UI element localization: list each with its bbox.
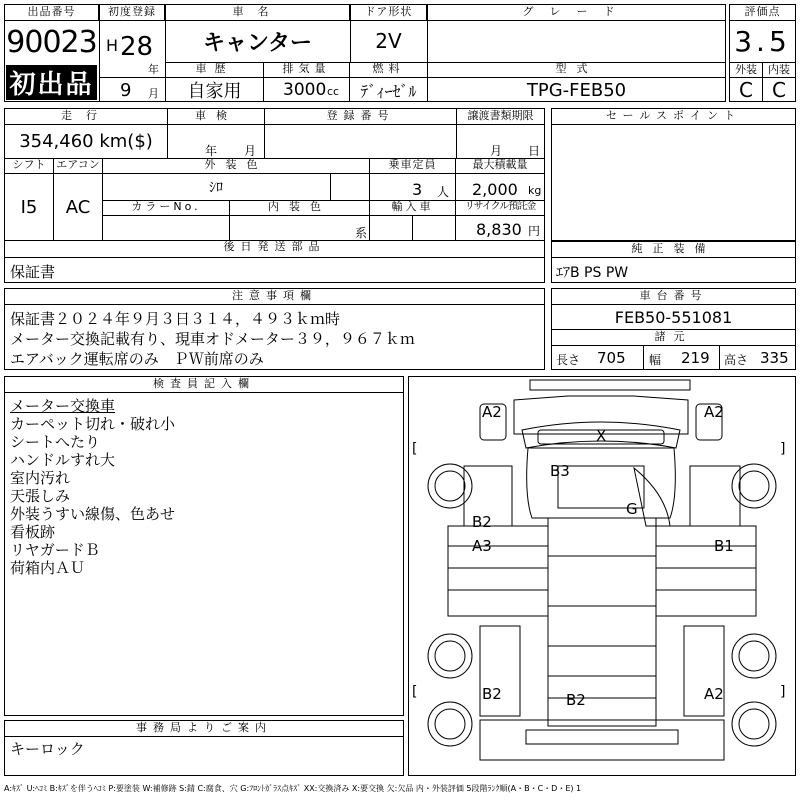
- inspector-line-10: 荷箱内ＡＵ: [10, 559, 86, 577]
- notes-label: 注意事項欄: [4, 288, 545, 305]
- aircon: AC: [65, 196, 91, 218]
- transfer-month-unit: 月: [490, 144, 503, 158]
- int-color-unit: 系: [355, 226, 368, 240]
- aircon-label: エアコン: [53, 158, 103, 174]
- chassis-number: FEB50-551081: [614, 307, 733, 327]
- import-label: 輸入車: [369, 200, 456, 216]
- max-load-label: 最大積載量: [455, 158, 545, 174]
- first-listing-badge: 初出品: [6, 65, 97, 100]
- transfer-docs-label: 譲渡書類期限: [456, 108, 545, 125]
- mileage: 354,460 km($): [19, 131, 153, 152]
- lot-number-label: 出品番号: [4, 4, 99, 21]
- shift: I5: [20, 196, 38, 218]
- inspector-line-8: 看板跡: [10, 523, 56, 541]
- mark-rear-right: A2: [704, 685, 724, 703]
- later-parts-box: [4, 257, 545, 283]
- interior-label: 内装: [762, 62, 796, 78]
- height: 335: [760, 349, 789, 367]
- bracket-left-top: [: [412, 441, 418, 457]
- color-no-label: カラーNo.: [102, 200, 230, 216]
- recycle-unit: 円: [528, 224, 541, 238]
- ext-color-label: 外装色: [102, 158, 370, 174]
- mark-front-left: A2: [482, 403, 502, 421]
- grade: [427, 20, 726, 62]
- mark-hood-right: G: [626, 500, 638, 518]
- max-load: 2,000: [472, 180, 518, 199]
- notes-line-2: メーター交換記載有り、現車オドメーター３９，９６７ｋｍ: [10, 330, 415, 348]
- recycle-label: リサイクル預託金: [455, 200, 545, 216]
- capacity: 3: [412, 180, 423, 199]
- mark-rear-center: B2: [566, 691, 586, 709]
- capacity-unit: 人: [437, 185, 450, 199]
- height-label: 高さ: [724, 353, 749, 367]
- inspection-label: 車検: [167, 108, 265, 125]
- office-info: キーロック: [10, 740, 85, 758]
- inspection-year-unit: 年: [205, 144, 218, 158]
- notes-line-1: 保証書２０２４年９月３日３１４，４９３ｋｍ時: [10, 310, 341, 328]
- door-type: 2V: [375, 29, 402, 53]
- car-name: キャンター: [202, 30, 313, 56]
- later-parts-label: 後日発送部品: [4, 240, 545, 258]
- inspector-line-5: 室内汚れ: [10, 469, 71, 487]
- reg-number-label: 登録番号: [264, 108, 457, 125]
- inspector-line-7: 外装うすい線傷、色あせ: [10, 505, 176, 523]
- width: 219: [681, 349, 710, 367]
- capacity-label: 乗車定員: [369, 158, 456, 174]
- bracket-right-top: ]: [780, 441, 786, 457]
- mark-front-right: A2: [704, 403, 724, 421]
- recycle-fee: 8,830: [476, 220, 522, 239]
- fuel: ﾃﾞｨｰｾﾞﾙ: [360, 81, 417, 101]
- door-label: ドア形状: [350, 4, 427, 21]
- inspector-line-3: シートへたり: [10, 433, 101, 451]
- later-parts: 保証書: [10, 263, 56, 281]
- mark-door-right: B1: [714, 537, 734, 555]
- sales-point-box: [551, 108, 796, 241]
- specs-label: 諸元: [551, 329, 796, 346]
- history: 自家用: [187, 81, 242, 102]
- score: 3.5: [734, 24, 791, 58]
- width-label: 幅: [649, 353, 662, 367]
- sales-point-label: セールスポイント: [551, 108, 796, 125]
- inspector-line-6: 天張しみ: [10, 487, 71, 505]
- inspector-line-2: カーペット切れ・破れ小: [10, 415, 176, 433]
- first-reg-label: 初度登録: [99, 4, 165, 21]
- mark-roof: B3: [550, 462, 570, 480]
- legend: A:ｷｽﾞ U:ﾍｺﾐ B:ｷｽﾞを伴うﾍｺﾐ P:要塗装 W:補修跡 S:錆 C:腐食、穴 G:ﾌﾛﾝﾄｶﾞﾗｽ点ｷｽﾞ XX:交換済み X:要交換 欠:欠品 内・外装評価 5段階ﾗﾝｸ順(A・B・C・D・E) 1: [4, 784, 582, 793]
- model: TPG-FEB50: [526, 79, 627, 101]
- inspector-line-9: リヤガードＢ: [10, 541, 100, 559]
- model-label: 型式: [427, 62, 726, 78]
- reg-month: 9: [120, 80, 132, 101]
- reg-year: 28: [120, 32, 154, 62]
- shift-label: シフト: [4, 158, 54, 174]
- displacement: 3000: [283, 80, 327, 100]
- length: 705: [597, 349, 626, 367]
- inspector-label: 検査員記入欄: [4, 376, 404, 393]
- equipment-label: 純正装備: [551, 241, 796, 258]
- car-name-label: 車名: [165, 4, 350, 21]
- bracket-right-bottom: ]: [780, 684, 786, 700]
- era: H: [106, 36, 119, 55]
- history-label: 車歴: [165, 62, 264, 78]
- inspector-line-4: ハンドルすれ大: [10, 451, 116, 469]
- inspection-month-unit: 月: [244, 144, 257, 158]
- displacement-label: 排気量: [263, 62, 350, 78]
- mark-door-left-upper: B2: [472, 513, 492, 531]
- exterior-grade: C: [739, 78, 753, 102]
- exterior-label: 外装: [729, 62, 763, 78]
- lot-number: 90023: [6, 24, 97, 60]
- chassis-label: 車台番号: [551, 288, 796, 305]
- office-label: 事務局よりご案内: [4, 720, 404, 737]
- max-load-unit: kg: [528, 184, 542, 197]
- int-color-label: 内装色: [229, 200, 370, 216]
- ext-color: ｼﾛ: [209, 180, 223, 196]
- length-label: 長さ: [556, 353, 581, 367]
- mileage-label: 走行: [4, 108, 168, 125]
- fuel-label: 燃料: [349, 62, 428, 78]
- reg-year-unit: 年: [148, 63, 159, 76]
- bracket-left-bottom: [: [412, 684, 418, 700]
- inspector-line-1: メーター交換車: [10, 397, 116, 415]
- reg-month-unit: 月: [148, 87, 159, 100]
- transfer-day-unit: 日: [528, 144, 541, 158]
- grade-label: グレード: [427, 4, 726, 21]
- notes-line-3: エアバック運転席のみ ＰＷ前席のみ: [10, 350, 264, 368]
- mark-door-left-lower: A3: [472, 537, 492, 555]
- displacement-unit: cc: [327, 85, 340, 98]
- score-label: 評価点: [729, 4, 796, 21]
- mark-rear-left: B2: [482, 685, 502, 703]
- interior-grade: C: [772, 78, 786, 102]
- equipment: ｴｱB PS PW: [556, 265, 629, 281]
- mark-windshield: X: [596, 427, 607, 445]
